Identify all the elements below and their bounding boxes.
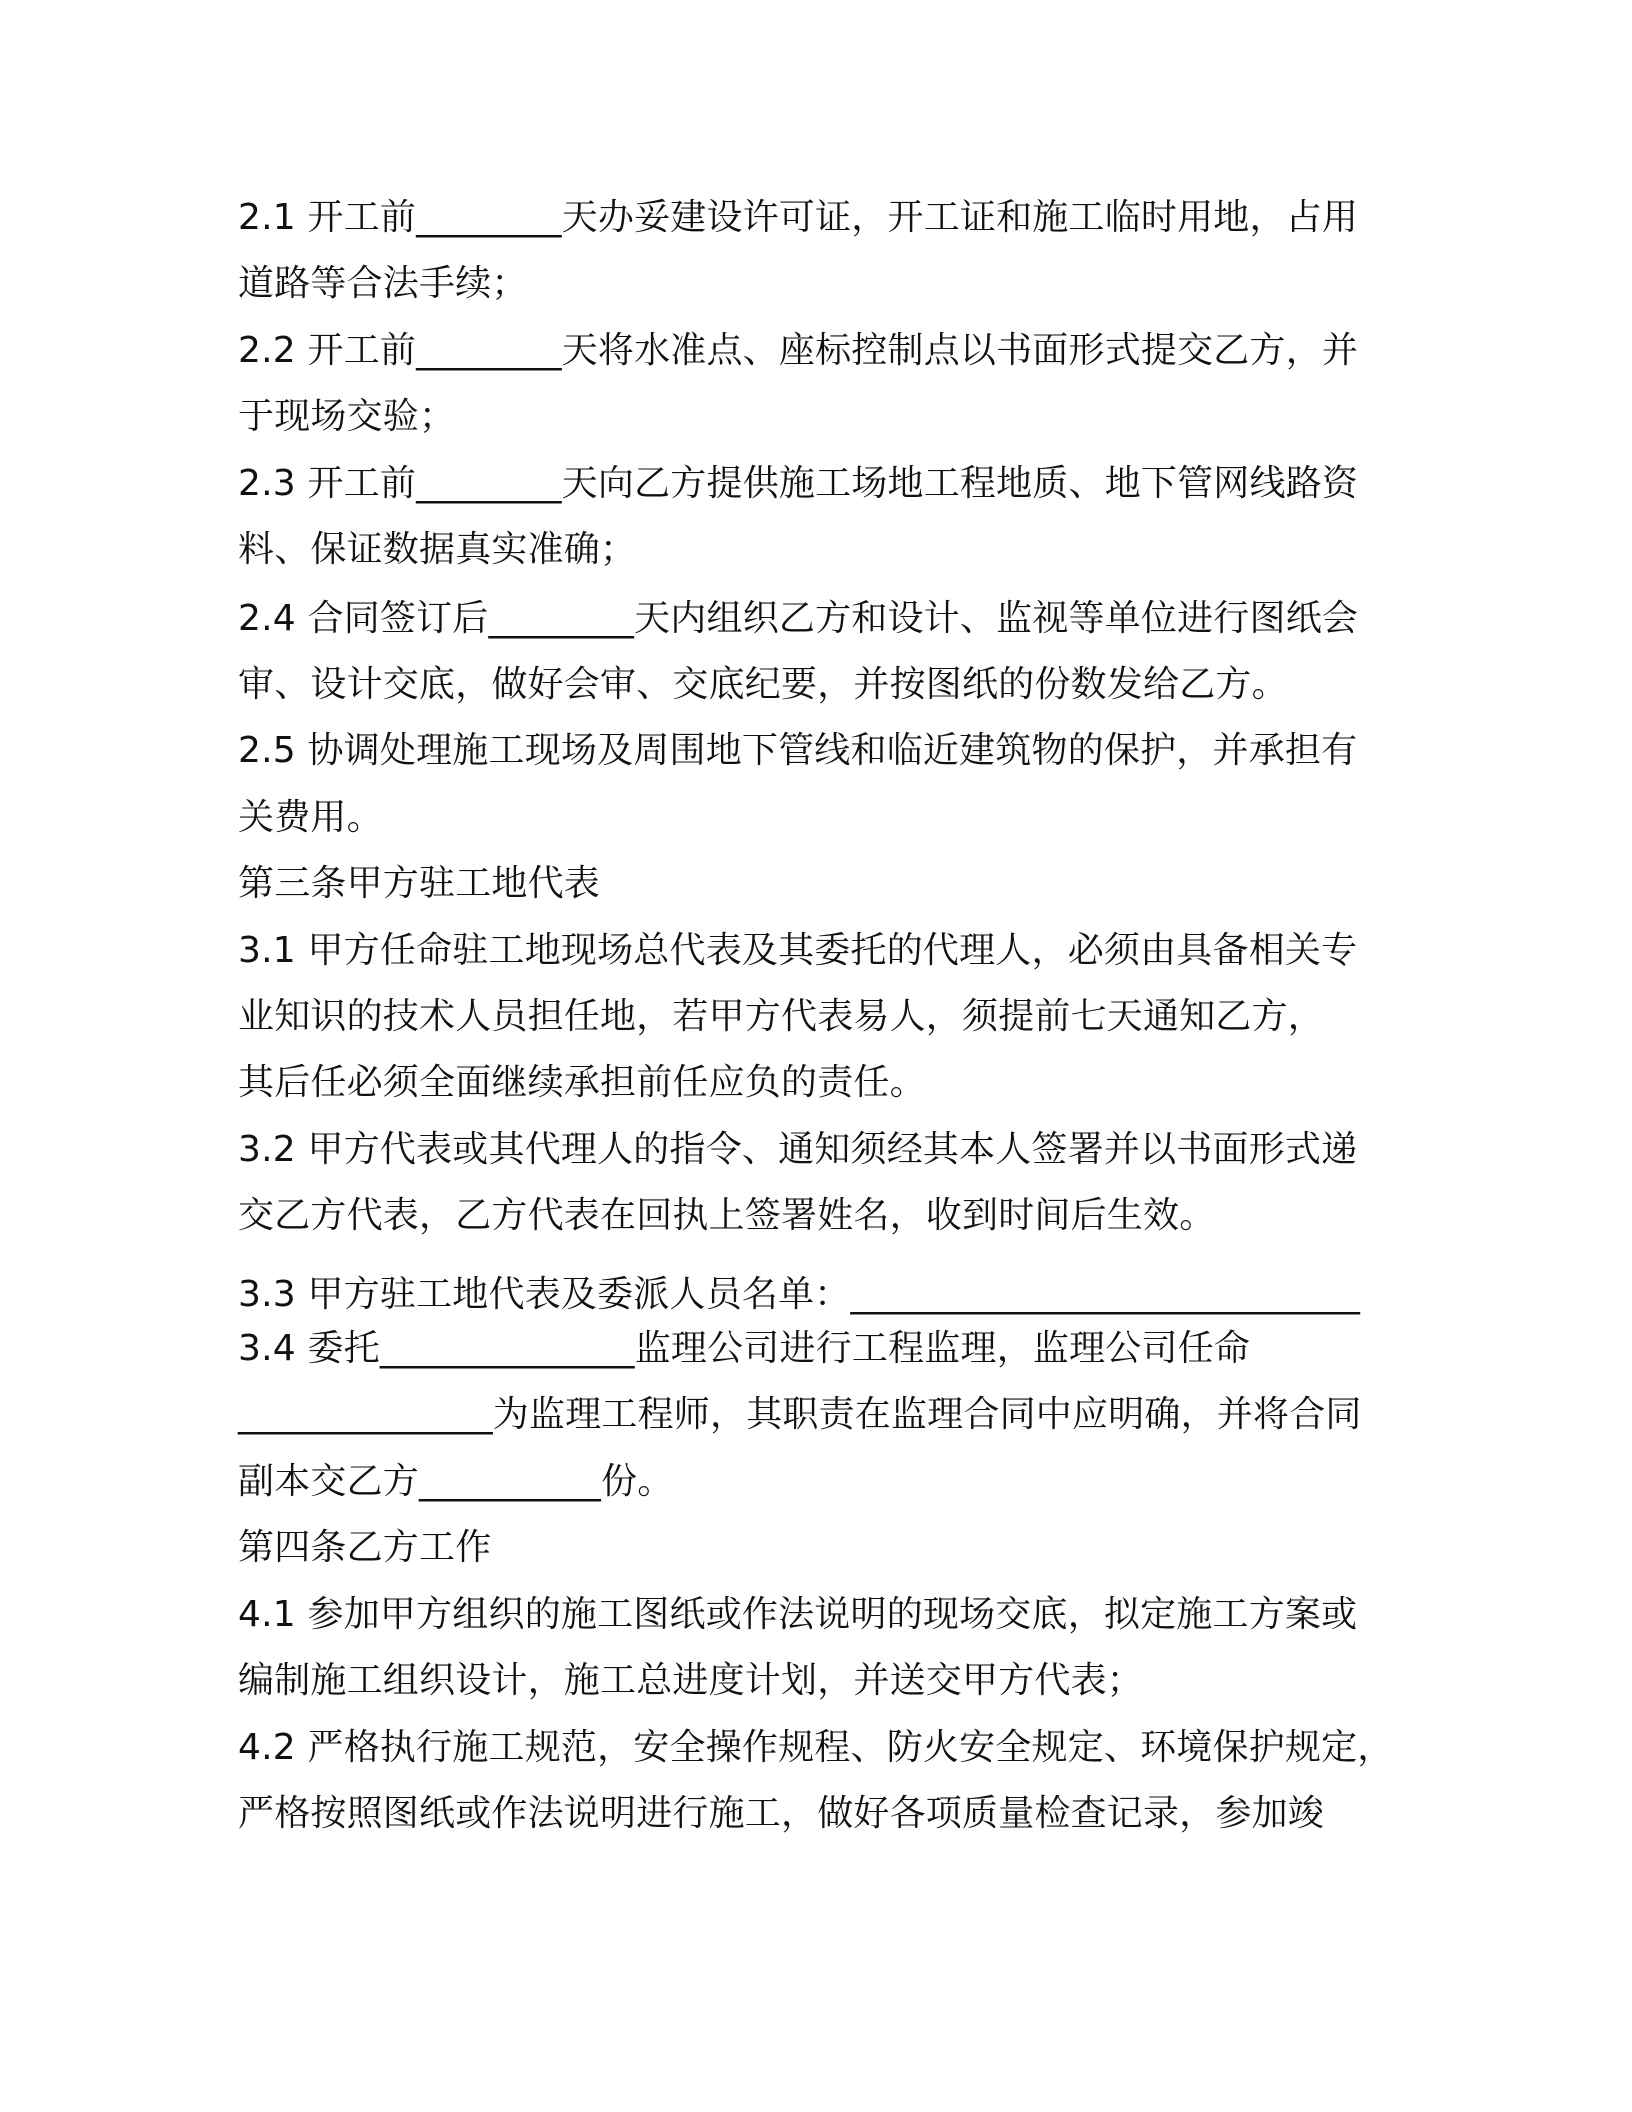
text-line-2-5-cont: 关费用。 (238, 797, 383, 838)
text-line-3-4: 3.4 委托______________监理公司进行工程监理，监理公司任命 (238, 1328, 1251, 1369)
text-line-3-1-cont2: 其后任必须全面继续承担前任应负的责任。 (238, 1062, 926, 1103)
text-line-3-4-cont: ______________为监理工程师，其职责在监理合同中应明确，并将合同 (238, 1394, 1362, 1435)
text-line-2-5: 2.5 协调处理施工现场及周围地下管线和临近建筑物的保护，并承担有 (238, 730, 1358, 771)
text-line-2-4-cont: 审、设计交底，做好会审、交底纪要，并按图纸的份数发给乙方。 (238, 664, 1288, 705)
text-line-4-1-cont: 编制施工组织设计，施工总进度计划，并送交甲方代表； (238, 1660, 1144, 1701)
text-line-2-2-cont: 于现场交验； (238, 396, 456, 437)
text-line-4-2-cont: 严格按照图纸或作法说明进行施工，做好各项质量检查记录，参加竣 (238, 1793, 1325, 1834)
text-line-3-2-cont: 交乙方代表，乙方代表在回执上签署姓名，收到时间后生效。 (238, 1195, 1216, 1236)
section-heading-article-3: 第三条甲方驻工地代表 (238, 863, 601, 904)
text-line-2-2: 2.2 开工前________天将水准点、座标控制点以书面形式提交乙方，并 (238, 330, 1359, 371)
text-line-3-1: 3.1 甲方任命驻工地现场总代表及其委托的代理人，必须由具备相关专 (238, 930, 1358, 971)
text-line-2-3-cont: 料、保证数据真实准确； (238, 529, 637, 570)
text-line-2-4: 2.4 合同签订后________天内组织乙方和设计、监视等单位进行图纸会 (238, 598, 1359, 639)
section-heading-article-4: 第四条乙方工作 (238, 1527, 492, 1568)
text-line-4-2: 4.2 严格执行施工规范，安全操作规程、防火安全规定、环境保护规定， (238, 1727, 1394, 1768)
text-line-3-1-cont: 业知识的技术人员担任地，若甲方代表易人，须提前七天通知乙方， (238, 996, 1325, 1037)
text-line-2-1: 2.1 开工前________天办妥建设许可证，开工证和施工临时用地，占用 (238, 197, 1359, 238)
text-line-2-1-cont: 道路等合法手续； (238, 263, 528, 304)
text-line-3-3: 3.3 甲方驻工地代表及委派人员名单：____________________________ (238, 1274, 1361, 1315)
text-line-4-1: 4.1 参加甲方组织的施工图纸或作法说明的现场交底，拟定施工方案或 (238, 1594, 1358, 1635)
text-line-3-4-cont2: 副本交乙方__________份。 (238, 1461, 674, 1502)
text-line-3-2: 3.2 甲方代表或其代理人的指令、通知须经其本人签署并以书面形式递 (238, 1129, 1358, 1170)
text-line-2-3: 2.3 开工前________天向乙方提供施工场地工程地质、地下管网线路资 (238, 463, 1359, 504)
